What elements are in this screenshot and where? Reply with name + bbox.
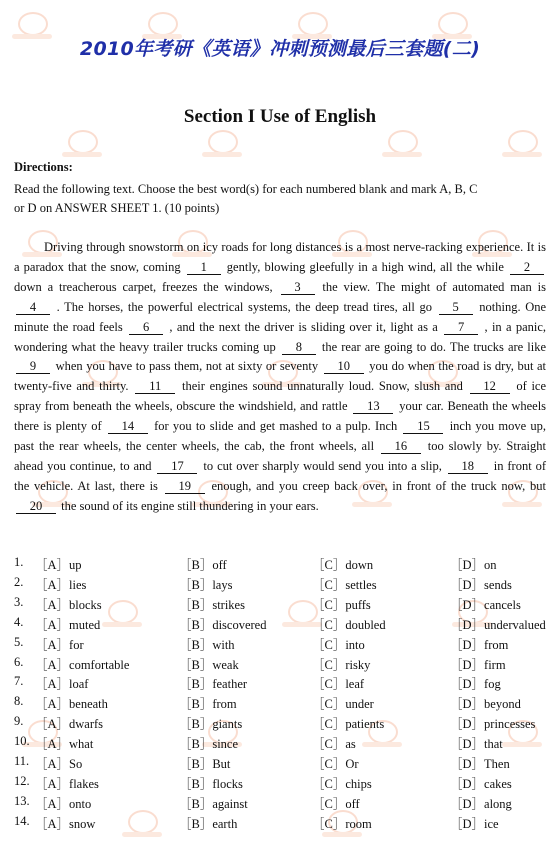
passage-text: Driving through snowstorm on icy roads for long distances is a most nerve-racking experience. It is a paradox that the snow, coming — [14, 240, 546, 274]
passage-text: your car. Beneath the wheels there is plenty of — [14, 399, 547, 434]
blank-4: 4 — [16, 300, 50, 315]
blank-18: 18 — [448, 459, 488, 474]
blank-14: 14 — [108, 419, 148, 434]
watermark-logo-icon — [60, 130, 106, 164]
option-d[interactable]: ［D］from — [450, 637, 509, 652]
watermark-logo-icon — [200, 130, 246, 164]
question-number: 3. — [14, 594, 24, 609]
option-a[interactable]: ［A］beneath — [35, 697, 108, 712]
option-c[interactable]: ［C］leaf — [312, 677, 365, 692]
option-d[interactable]: ［D］fog — [450, 677, 501, 692]
option-d[interactable]: ［D］on — [450, 558, 497, 572]
option-d[interactable]: ［D］princesses — [450, 717, 536, 732]
blank-9: 9 — [16, 359, 50, 374]
blank-15: 15 — [403, 419, 443, 434]
option-d[interactable]: ［D］undervalued — [450, 617, 546, 632]
blank-20: 20 — [16, 499, 56, 514]
option-c[interactable]: ［C］as — [312, 737, 356, 752]
question-number: 2. — [14, 574, 24, 589]
option-a[interactable]: ［A］blocks — [35, 597, 102, 612]
question-number: 5. — [14, 634, 24, 649]
option-row — [14, 794, 554, 814]
option-b[interactable]: ［B］lays — [179, 577, 233, 592]
option-c[interactable]: ［C］risky — [312, 657, 371, 672]
option-row — [14, 694, 554, 714]
blank-8: 8 — [282, 340, 316, 355]
passage-text: to cut over sharply would send you into a slip, — [203, 458, 442, 473]
watermark-logo-icon — [380, 130, 426, 164]
passage-text: gently, blowing gleefully in a high wind, all the while — [226, 259, 504, 274]
option-d[interactable]: ［D］cancels — [450, 597, 521, 612]
page-title: 2010年考研《英语》冲刺预测最后三套题(二) — [79, 38, 481, 60]
option-b[interactable]: ［B］from — [179, 697, 237, 712]
passage-text: down a treacherous carpet, freezes the windows, — [14, 279, 273, 294]
option-a[interactable]: ［A］loaf — [35, 677, 89, 692]
question-number: 8. — [14, 694, 24, 709]
question-number: 9. — [14, 714, 24, 729]
option-row — [14, 635, 554, 655]
blank-12: 12 — [470, 379, 510, 394]
option-a[interactable]: ［A］what — [35, 737, 94, 752]
option-b[interactable]: ［B］flocks — [179, 776, 243, 791]
option-row — [14, 814, 554, 834]
option-d[interactable]: ［D］firm — [450, 657, 506, 672]
option-d[interactable]: ［D］Then — [450, 757, 510, 771]
passage-text: too slowly by. Straight ahead you continue, to and — [14, 439, 546, 473]
option-row — [14, 655, 554, 675]
option-row — [14, 714, 554, 734]
passage-text: when you have to pass them, not at sixty or seventy — [55, 359, 319, 374]
passage-text: the rear are going to do. The trucks are like — [321, 339, 547, 354]
directions-line: or D on ANSWER SHEET 1. (10 points) — [14, 201, 220, 215]
option-c[interactable]: ［C］doubled — [312, 617, 386, 632]
directions-heading: Directions: — [14, 160, 73, 174]
option-row — [14, 754, 554, 774]
option-row — [14, 575, 554, 595]
option-a[interactable]: ［A］comfortable — [35, 657, 130, 672]
passage-text: inch you move up, past the rear wheels, the center wheels, the cab, the front wheels, all — [14, 419, 547, 454]
directions-line: Read the following text. Choose the best word(s) for each numbered blank and mark A, B, C — [14, 182, 478, 196]
option-c[interactable]: ［C］off — [312, 796, 360, 811]
option-c[interactable]: ［C］puffs — [312, 597, 371, 612]
option-b[interactable]: ［B］strikes — [179, 597, 245, 612]
option-d[interactable]: ［D］along — [450, 796, 512, 811]
blank-3: 3 — [281, 280, 315, 295]
section-title: Section I Use of English — [183, 106, 377, 127]
option-a[interactable]: ［A］So — [35, 757, 83, 771]
option-d[interactable]: ［D］that — [450, 737, 503, 752]
option-b[interactable]: ［B］with — [179, 637, 235, 652]
passage-text: for you to slide and get mashed to a pulp. Inch — [154, 419, 398, 434]
blank-1: 1 — [187, 260, 221, 275]
option-row — [14, 615, 554, 635]
option-c[interactable]: ［C］room — [312, 816, 372, 831]
passage-text: enough, and you creep back over, in front of the truck now, but — [211, 478, 547, 493]
option-a[interactable]: ［A］onto — [35, 796, 92, 811]
option-row — [14, 674, 554, 694]
blank-19: 19 — [165, 479, 205, 494]
option-a[interactable]: ［A］dwarfs — [35, 717, 104, 732]
option-c[interactable]: ［C］patients — [312, 717, 385, 732]
blank-5: 5 — [439, 300, 473, 315]
option-row — [14, 595, 554, 615]
option-a[interactable]: ［A］for — [35, 637, 84, 652]
passage-text: of ice spray from beneath the wheels, obscure the windshield, and rattle — [14, 379, 547, 414]
option-d[interactable]: ［D］beyond — [450, 697, 521, 712]
passage-text: the view. The might of automated man is — [322, 279, 546, 294]
option-b[interactable]: ［B］off — [179, 558, 227, 572]
option-d[interactable]: ［D］sends — [450, 577, 512, 592]
option-a[interactable]: ［A］muted — [35, 617, 101, 632]
passage-text: nothing. One minute the road feels — [14, 299, 547, 334]
blank-16: 16 — [381, 439, 421, 454]
question-number: 11. — [14, 754, 30, 768]
question-number: 6. — [14, 654, 24, 669]
option-c[interactable]: ［C］down — [312, 558, 374, 572]
blank-6: 6 — [129, 320, 163, 335]
option-b[interactable]: ［B］discovered — [179, 617, 267, 632]
option-a[interactable]: ［A］snow — [35, 816, 96, 831]
option-c[interactable]: ［C］Or — [312, 757, 359, 771]
blank-13: 13 — [353, 399, 393, 414]
option-b[interactable]: ［B］But — [179, 757, 231, 771]
option-a[interactable]: ［A］lies — [35, 577, 87, 592]
question-number: 13. — [14, 793, 30, 808]
option-b[interactable]: ［B］since — [179, 737, 239, 752]
option-b[interactable]: ［B］against — [179, 796, 248, 811]
option-a[interactable]: ［A］up — [35, 558, 82, 572]
option-d[interactable]: ［D］cakes — [450, 776, 512, 791]
watermark-logo-icon — [500, 130, 546, 164]
option-c[interactable]: ［C］under — [312, 697, 374, 712]
option-b[interactable]: ［B］giants — [179, 717, 243, 732]
question-number: 12. — [14, 773, 30, 788]
option-row — [14, 555, 554, 575]
passage-text: . The horses, the powerful electrical systems, the deep tread tires, all go — [56, 299, 432, 314]
blank-2: 2 — [510, 260, 544, 275]
option-b[interactable]: ［B］earth — [179, 816, 238, 831]
option-d[interactable]: ［D］ice — [450, 816, 499, 831]
cloze-passage — [14, 238, 546, 517]
passage-text: their engines sound unnaturally loud. Snow, slush and — [181, 379, 463, 394]
option-c[interactable]: ［C］settles — [312, 577, 377, 592]
blank-11: 11 — [135, 379, 175, 394]
question-number: 4. — [14, 614, 24, 629]
option-row — [14, 774, 554, 794]
passage-text: , in a panic, wondering what the heavy trailer trucks coming up — [14, 319, 547, 354]
question-number: 7. — [14, 674, 24, 689]
question-number: 14. — [14, 813, 30, 828]
option-row — [14, 734, 554, 754]
passage-text: in front of the vehicle. At last, there is — [14, 458, 547, 493]
option-b[interactable]: ［B］feather — [179, 677, 248, 692]
directions-text — [14, 180, 546, 218]
option-b[interactable]: ［B］weak — [179, 657, 239, 672]
blank-7: 7 — [444, 320, 478, 335]
passage-text: you do when the road is dry, but at twenty-five and thirty. — [14, 359, 547, 394]
question-number: 1. — [14, 555, 24, 569]
passage-text: , and the next the driver is sliding over it, light as a — [169, 319, 438, 334]
option-c[interactable]: ［C］into — [312, 637, 365, 652]
blank-17: 17 — [157, 459, 197, 474]
blank-10: 10 — [324, 359, 364, 374]
question-number: 10. — [14, 734, 30, 749]
option-c[interactable]: ［C］chips — [312, 776, 372, 791]
passage-text: the sound of its engine still thundering in your ears. — [61, 498, 319, 513]
option-a[interactable]: ［A］flakes — [35, 776, 99, 791]
